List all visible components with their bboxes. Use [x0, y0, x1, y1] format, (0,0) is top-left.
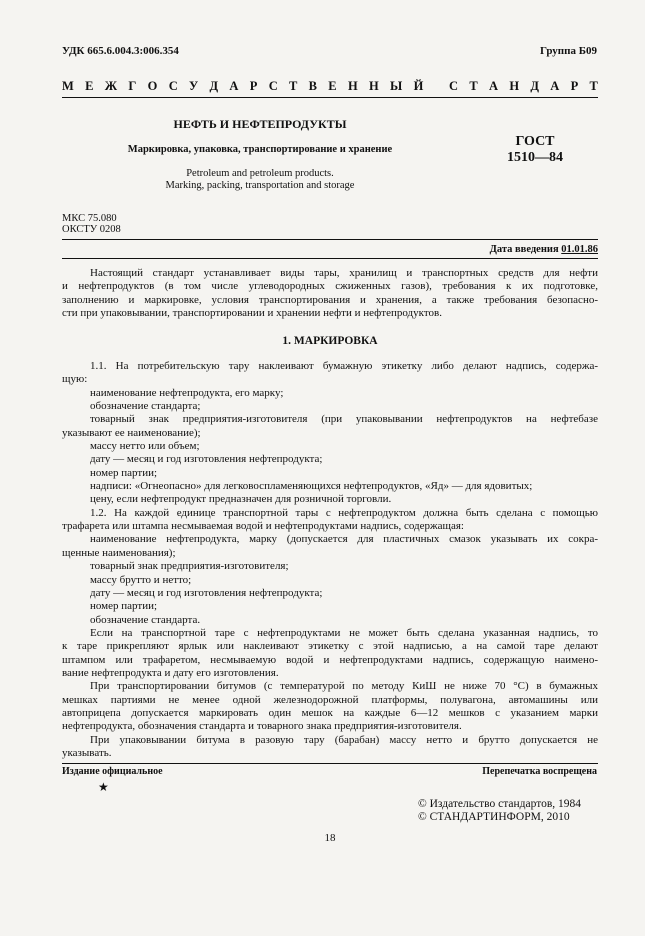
section-1-body	[62, 360, 598, 760]
text-line: вание нефтепродукта и дату его изготовления.	[62, 666, 279, 679]
text-line: дату — месяц и год изготовления нефтепродукта;	[90, 453, 323, 466]
copyright-1984: © Издательство стандартов, 1984	[418, 798, 582, 810]
star-mark: ★	[98, 780, 109, 794]
text-line: массу брутто и нетто;	[90, 573, 192, 586]
text-line: дату — месяц и год изготовления нефтепродукта;	[90, 586, 323, 599]
text-line: цену, если нефтепродукт предназначен для розничной торговли.	[90, 493, 392, 506]
document-title: НЕФТЬ И НЕФТЕПРОДУКТЫ	[173, 117, 347, 131]
gost-number: 1510—84	[507, 150, 563, 165]
text-line: При транспортировании битумов (с температурой по методу КиШ не ниже 70 °С) в бумажных	[90, 680, 598, 693]
mks-code: МКС 75.080	[62, 213, 117, 224]
banner-letter: С	[168, 79, 178, 93]
banner-letter: Т	[289, 79, 298, 93]
text-line: товарный знак предприятия-изготовителя;	[90, 560, 289, 573]
banner-letter: А	[229, 79, 239, 93]
banner-letter: Т	[589, 79, 598, 93]
intro-paragraph	[62, 267, 598, 320]
banner-letter: С	[449, 79, 459, 93]
text-line: мешках партиями не менее одной железнодорожной платформы, полувагона, автомашины или	[62, 693, 598, 706]
group-code: Группа Б09	[540, 45, 597, 57]
banner-letter: Ы	[390, 79, 403, 93]
gost-label: ГОСТ	[515, 134, 555, 149]
english-title-line1: Petroleum and petroleum products.	[186, 168, 334, 179]
text-line: указывают ее наименование);	[62, 426, 201, 439]
interstate-standard-banner	[62, 79, 598, 94]
banner-letter: Р	[249, 79, 258, 93]
banner-letter: Й	[413, 79, 424, 93]
banner-letter: Ж	[104, 79, 118, 93]
document-subtitle: Маркировка, упаковка, транспортирование и хранение	[127, 144, 393, 155]
banner-letter: Р	[570, 79, 579, 93]
text-line: наименование нефтепродукта, марку (допускается для пластичных смазок указывать их сокра-	[90, 533, 598, 546]
intro-date-label: Дата введения	[489, 244, 559, 255]
text-line: товарный знак предприятия-изготовителя (при упаковывании нефтепродуктов на нефтебазе	[90, 413, 598, 426]
text-line: сти при упаковывании, транспортировании и хранении нефти и нефтепродуктов.	[62, 307, 442, 320]
banner-letter: В	[308, 79, 317, 93]
banner-letter: Н	[347, 79, 358, 93]
page-number: 18	[324, 832, 336, 844]
header-rule	[62, 97, 598, 98]
text-line: Настоящий стандарт устанавливает виды тары, хранилищ и транспортных средств для нефти	[90, 267, 598, 279]
banner-letter: Н	[509, 79, 520, 93]
text-line: нефтепродукта, обозначения стандарта и товарного знака предприятия-изготовителя.	[62, 720, 462, 733]
text-line: 1.1. На потребительскую тару наклеивают бумажную этикетку либо делают надпись, содержа-	[90, 360, 598, 372]
text-line: массу нетто или объем;	[90, 440, 200, 453]
text-line: наименование нефтепродукта, его марку;	[90, 386, 284, 399]
text-line: к таре прикрепляют ярлык или наклеивают этикетку с этой надписью, а на самой таре делают	[62, 640, 598, 653]
banner-letter: А	[550, 79, 560, 93]
text-line: и нефтепродуктов (в том числе углеводородных сжиженных газов), требования к их подготовке,	[62, 280, 598, 293]
text-line: При упаковывании битума в разовую тару (барабан) массу нетто и брутто допускается не	[90, 733, 598, 746]
text-line: обозначение стандарта.	[90, 613, 201, 626]
udk-code: УДК 665.6.004.3:006.354	[62, 45, 179, 57]
official-edition: Издание официальное	[62, 766, 163, 777]
banner-letter: Е	[85, 79, 94, 93]
intro-date-value: 01.01.86	[561, 244, 598, 255]
date-rule	[62, 258, 598, 259]
intro-date	[490, 244, 598, 255]
text-line: Если на транспортной таре с нефтепродуктами не может быть сделана указанная надпись, то	[90, 626, 598, 639]
text-line: щенные наименования);	[62, 546, 176, 559]
banner-letter: Г	[128, 79, 137, 93]
text-line: надписи: «Огнеопасно» для легковоспламеняющихся нефтепродуктов, «Яд» — для ядовитых;	[90, 480, 533, 493]
banner-letter: У	[189, 79, 199, 93]
reprint-prohibited: Перепечатка воспрещена	[482, 766, 597, 777]
text-line: автоприцепа допускается маркировать один мешок на каждые 6—12 мешков с указанием марки	[62, 706, 598, 719]
text-line: 1.2. На каждой единице транспортной тары с нефтепродуктом должна быть сделана с помощью	[90, 506, 598, 519]
footer-rule	[62, 763, 598, 764]
codes-rule	[62, 239, 598, 240]
banner-letter: Е	[328, 79, 337, 93]
copyright-2010: © СТАНДАРТИНФОРМ, 2010	[418, 811, 570, 823]
text-line: штампом или трафаретом, несмываемую водой и нефтепродуктами надпись, содержащую наимено-	[62, 653, 598, 666]
text-line: обозначение стандарта;	[90, 400, 201, 413]
banner-letter: А	[489, 79, 499, 93]
banner-letter: С	[268, 79, 278, 93]
text-line: номер партии;	[90, 466, 158, 479]
text-line: трафарета или штампа несмываемая водой и нефтепродуктами надпись, содержащая:	[62, 520, 464, 533]
english-title-line2: Marking, packing, transportation and storage	[165, 180, 355, 191]
okstu-code: ОКСТУ 0208	[62, 224, 121, 235]
banner-letter: Н	[368, 79, 379, 93]
banner-letter: Д	[209, 79, 219, 93]
banner-letter: Т	[469, 79, 478, 93]
text-line: заполнению и маркировке, условия транспортирования и хранения, а также требования безопасно-	[62, 293, 598, 306]
banner-letter	[435, 79, 438, 94]
banner-letter: Д	[530, 79, 539, 93]
banner-letter: О	[147, 79, 158, 93]
text-line: номер партии;	[90, 600, 158, 613]
text-line: указывать.	[62, 746, 112, 759]
text-line: щую:	[62, 373, 88, 386]
section-1-title: 1. МАРКИРОВКА	[282, 335, 378, 347]
banner-letter: М	[62, 79, 74, 93]
